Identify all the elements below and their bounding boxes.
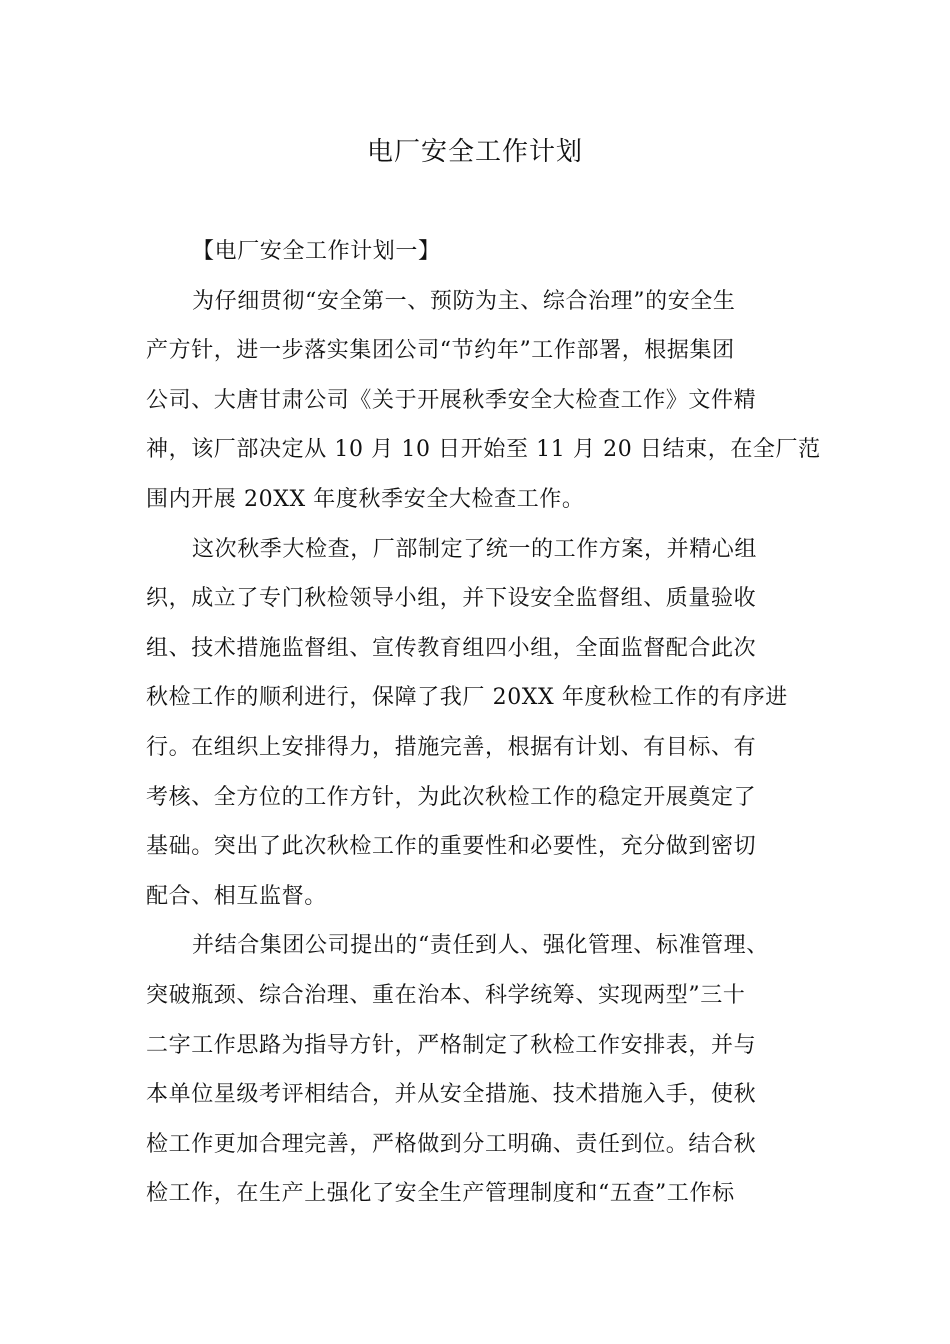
paragraph-2-line-6: 考核、全方位的工作方针，为此次秋检工作的稳定开展奠定了 (146, 784, 757, 810)
paragraph-1-line-4: 神，该厂部决定从 10 月 10 日开始至 11 月 20 日结束，在全厂范 (146, 437, 821, 463)
paragraph-1-line-3: 公司、大唐甘肃公司《关于开展秋季安全大检查工作》文件精 (146, 387, 757, 413)
paragraph-1-line-5: 围内开展 20XX 年度秋季安全大检查工作。 (146, 486, 585, 512)
paragraph-2-line-8: 配合、相互监督。 (146, 883, 327, 909)
paragraph-3-line-2: 突破瓶颈、综合治理、重在治本、科学统筹、实现两型”三十 (146, 982, 746, 1008)
paragraph-3-line-4: 本单位星级考评相结合，并从安全措施、技术措施入手，使秋 (146, 1082, 757, 1108)
paragraph-2-line-2: 织，成立了专门秋检领导小组，并下设安全监督组、质量验收 (146, 586, 757, 612)
document-title: 电厂安全工作计划 (366, 137, 583, 167)
paragraph-3-line-6: 检工作，在生产上强化了安全生产管理制度和“五查”工作标 (146, 1181, 735, 1207)
paragraph-1-line-1: 为仔细贯彻“安全第一、预防为主、综合治理”的安全生 (192, 288, 736, 314)
paragraph-2-line-5: 行。在组织上安排得力，措施完善，根据有计划、有目标、有 (146, 734, 757, 760)
paragraph-2-line-4: 秋检工作的顺利进行，保障了我厂 20XX 年度秋检工作的有序进 (146, 685, 788, 711)
document-body (146, 232, 821, 1224)
section-heading: 【电厂安全工作计划一】 (192, 239, 441, 264)
paragraph-3-line-3: 二字工作思路为指导方针，严格制定了秋检工作安排表，并与 (146, 1032, 757, 1058)
paragraph-2-line-1: 这次秋季大检查，厂部制定了统一的工作方案，并精心组 (192, 536, 758, 562)
paragraph-2-line-3: 组、技术措施监督组、宣传教育组四小组，全面监督配合此次 (146, 635, 757, 661)
paragraph-3-line-5: 检工作更加合理完善，严格做到分工明确、责任到位。结合秋 (146, 1131, 757, 1157)
paragraph-1-line-2: 产方针，进一步落实集团公司“节约年”工作部署，根据集团 (146, 338, 735, 364)
paragraph-2-line-7: 基础。突出了此次秋检工作的重要性和必要性，充分做到密切 (146, 834, 757, 860)
paragraph-3-line-1: 并结合集团公司提出的“责任到人、强化管理、标准管理、 (192, 933, 769, 959)
